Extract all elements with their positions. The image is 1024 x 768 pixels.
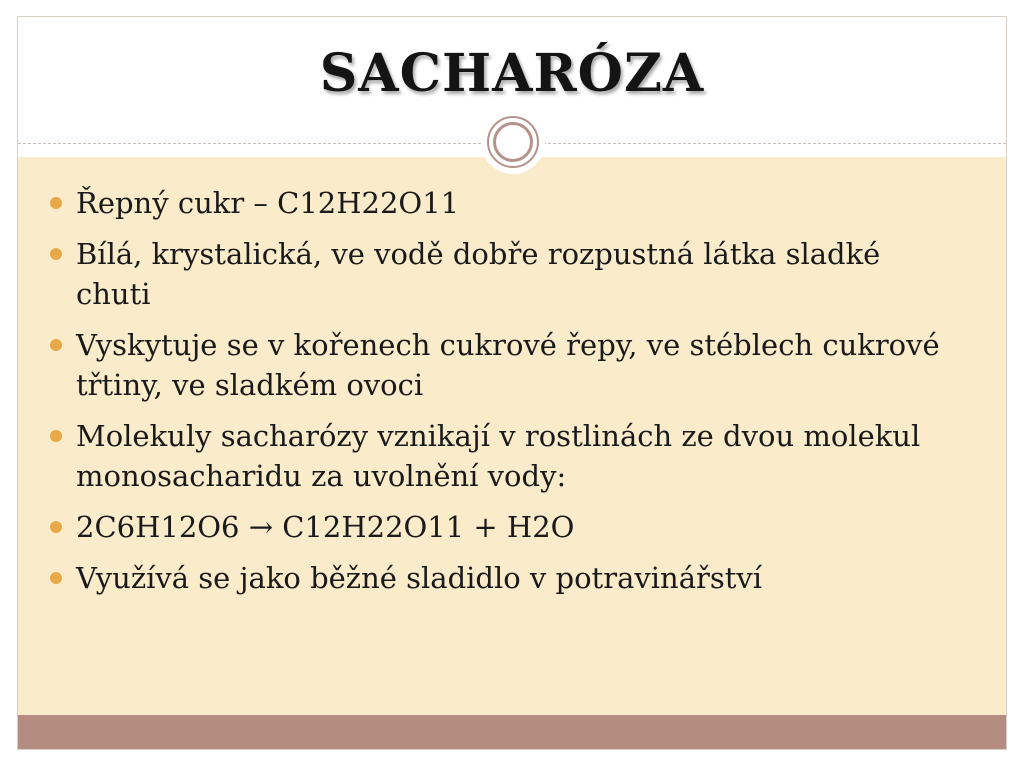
bullet-item (50, 558, 950, 598)
bullet-dot-icon (50, 248, 62, 260)
slide (17, 16, 1007, 750)
bullet-dot-icon (50, 572, 62, 584)
footer-bar (18, 715, 1006, 750)
bullet-dot-icon (50, 521, 62, 533)
bullet-text: Využívá se jako běžné sladidlo v potravinářství (76, 561, 763, 595)
bullet-item (50, 234, 950, 314)
bullet-text: Vyskytuje se v kořenech cukrové řepy, ve stéblech cukrové třtiny, ve sladkém ovoci (76, 328, 940, 402)
bullet-item (50, 416, 950, 496)
bullet-text: Řepný cukr – C12H22O11 (76, 186, 460, 220)
bullet-list (50, 183, 950, 609)
slide-title: SACHARÓZA (319, 43, 705, 104)
bullet-dot-icon (50, 197, 62, 209)
bullet-item (50, 325, 950, 405)
bullet-item (50, 507, 950, 547)
bullet-text: 2C6H12O6 → C12H22O11 + H2O (76, 510, 575, 544)
double-ring-ornament-icon (487, 116, 539, 168)
bullet-text: Molekuly sacharózy vznikají v rostlinách ze dvou molekul monosacharidu za uvolnění vody: (76, 419, 921, 493)
bullet-item (50, 183, 950, 223)
bullet-dot-icon (50, 430, 62, 442)
bullet-dot-icon (50, 339, 62, 351)
bullet-text: Bílá, krystalická, ve vodě dobře rozpustná látka sladké chuti (76, 237, 881, 311)
